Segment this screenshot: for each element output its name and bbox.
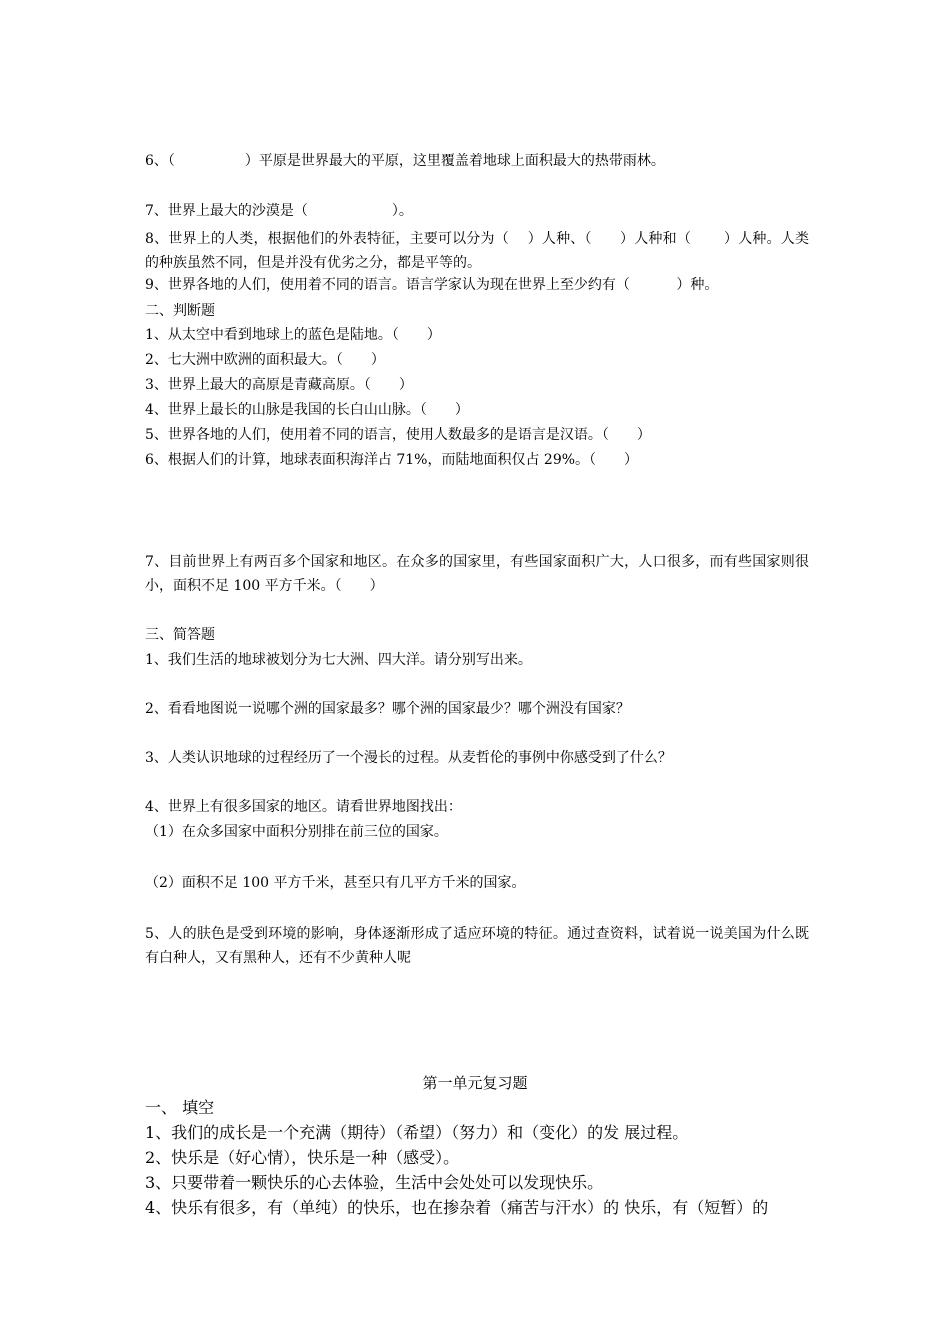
judge-question-5: 5、世界各地的人们，使用着不同的语言，使用人数最多的是语言是汉语。（ ） — [145, 427, 651, 443]
judge-question-7: 7、目前世界上有两百多个国家和地区。在众多的国家里，有些国家面积广大，人口很多，而有些国家则很小，面积不足 100 平方千米。（ ） — [145, 554, 809, 594]
judge-question-3: 3、世界上最大的高原是青藏高原。（ ） — [145, 377, 413, 393]
short-question-3: 3、人类认识地球的过程经历了一个漫长的过程。从麦哲伦的事例中你感受到了什么？ — [145, 750, 672, 766]
review-fill-2: 2、快乐是（好心情），快乐是一种（感受）。 — [145, 1148, 460, 1167]
section-heading-judge: 二、判断题 — [145, 303, 215, 319]
fill-question-9: 9、世界各地的人们，使用着不同的语言。语言学家认为现在世界上至少约有（ ）种。 — [145, 277, 719, 293]
short-question-2: 2、看看地图说一说哪个洲的国家最多？哪个洲的国家最少？哪个洲没有国家？ — [145, 701, 630, 717]
fill-question-7: 7、世界上最大的沙漠是（ ）。 — [145, 203, 413, 219]
fill-question-8: 8、世界上的人类，根据他们的外表特征，主要可以分为（ ）人种、（ ）人种和（ ）人种。人类的种族虽然不同，但是并没有优劣之分，都是平等的。 — [145, 231, 809, 271]
unit-review-title: 第一单元复习题 — [422, 1074, 528, 1092]
fill-question-6: 6、（ ）平原是世界最大的平原，这里覆盖着地球上面积最大的热带雨林。 — [145, 153, 665, 169]
section-heading-short-answer: 三、简答题 — [145, 627, 215, 643]
short-question-4-part-2: （2）面积不足 100 平方千米，甚至只有几平方千米的国家。 — [145, 875, 526, 891]
judge-question-6: 6、根据人们的计算，地球表面积海洋占 71%，而陆地面积仅占 29%。（ ） — [145, 452, 639, 468]
short-question-1: 1、我们生活的地球被划分为七大洲、四大洋。请分别写出来。 — [145, 652, 532, 668]
review-fill-4: 4、快乐有很多，有（单纯）的快乐，也在掺杂着（痛苦与汗水）的 快乐，有（短暂）的 — [145, 1198, 769, 1217]
review-fill-3: 3、只要带着一颗快乐的心去体验，生活中会处处可以发现快乐。 — [145, 1173, 604, 1192]
judge-question-1: 1、从太空中看到地球上的蓝色是陆地。（ ） — [145, 327, 441, 343]
judge-question-4: 4、世界上最长的山脉是我国的长白山山脉。（ ） — [145, 402, 469, 418]
review-fill-1: 1、我们的成长是一个充满（期待）（希望）（努力）和（变化）的发 展过程。 — [145, 1123, 689, 1142]
judge-question-2: 2、七大洲中欧洲的面积最大。（ ） — [145, 352, 385, 368]
section-heading-fill: 一、 填空 — [145, 1098, 215, 1117]
short-question-5: 5、人的肤色是受到环境的影响，身体逐渐形成了适应环境的特征。通过查资料，试着说一说美国为什么既有白种人，又有黑种人，还有不少黄种人呢 — [145, 926, 809, 966]
short-question-4: 4、世界上有很多国家的地区。请看世界地图找出： — [145, 799, 462, 815]
short-question-4-part-1: （1）在众多国家中面积分别排在前三位的国家。 — [145, 824, 448, 840]
